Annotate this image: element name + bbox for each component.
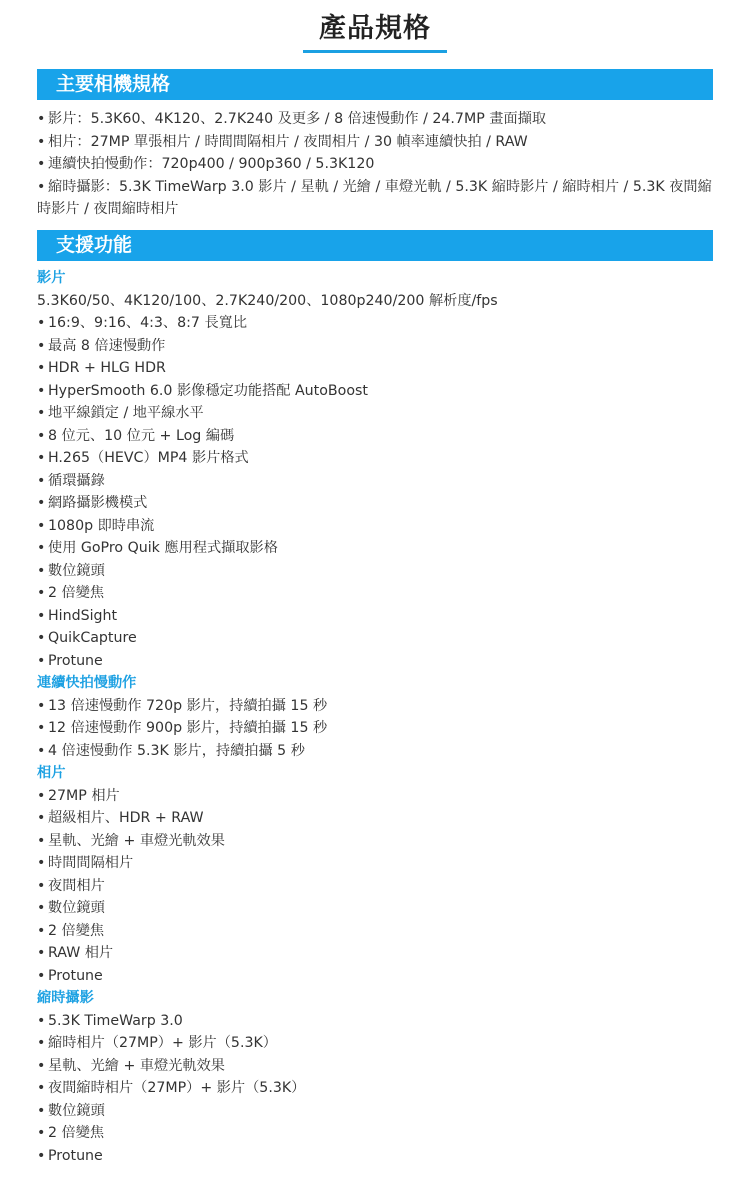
- video-item: • 1080p 即時串流: [37, 515, 715, 538]
- photo-item: • 超級相片、HDR + RAW: [37, 807, 715, 830]
- photo-item: • 2 倍變焦: [37, 920, 715, 943]
- main-spec-item: • 影片：5.3K60、4K120、2.7K240 及更多 / 8 倍速慢動作 / 24.7MP 畫面擷取: [37, 108, 715, 131]
- photo-item: • 27MP 相片: [37, 785, 715, 808]
- photo-item: • 時間間隔相片: [37, 852, 715, 875]
- video-intro: 5.3K60/50、4K120/100、2.7K240/200、1080p240/200 解析度/fps: [37, 292, 498, 309]
- photo-item: • 數位鏡頭: [37, 897, 715, 920]
- photo-item: • 星軌、光繪 + 車燈光軌效果: [37, 830, 715, 853]
- support-heading: 支援功能: [37, 230, 713, 261]
- video-item: • 循環攝錄: [37, 470, 715, 493]
- video-item: • HDR + HLG HDR: [37, 357, 715, 380]
- main-specs-heading: 主要相機規格: [37, 69, 713, 100]
- timelapse-item: • 5.3K TimeWarp 3.0: [37, 1010, 715, 1033]
- video-item: • 數位鏡頭: [37, 560, 715, 583]
- photo-item: • 夜間相片: [37, 875, 715, 898]
- timelapse-item: • 縮時相片（27MP）+ 影片（5.3K）: [37, 1032, 715, 1055]
- video-item: • QuikCapture: [37, 627, 715, 650]
- video-item: • HindSight: [37, 605, 715, 628]
- video-item: • 8 位元、10 位元 + Log 編碼: [37, 425, 715, 448]
- main-specs-list: [37, 108, 715, 221]
- video-item: • H.265（HEVC）MP4 影片格式: [37, 447, 715, 470]
- photo-item: • RAW 相片: [37, 942, 715, 965]
- video-item: • 網路攝影機模式: [37, 492, 715, 515]
- video-item: • 地平線鎖定 / 地平線水平: [37, 402, 715, 425]
- main-spec-item: • 相片：27MP 單張相片 / 時間間隔相片 / 夜間相片 / 30 幀率連續快拍 / RAW: [37, 131, 715, 154]
- video-item: • 2 倍變焦: [37, 582, 715, 605]
- timelapse-item: • 2 倍變焦: [37, 1122, 715, 1145]
- video-item: • 最高 8 倍速慢動作: [37, 335, 715, 358]
- timelapse-item: • 數位鏡頭: [37, 1100, 715, 1123]
- page-title: 產品規格: [303, 8, 447, 53]
- video-item: • HyperSmooth 6.0 影像穩定功能搭配 AutoBoost: [37, 380, 715, 403]
- burst-item: • 4 倍速慢動作 5.3K 影片，持續拍攝 5 秒: [37, 740, 715, 763]
- main-spec-item: • 縮時攝影：5.3K TimeWarp 3.0 影片 / 星軌 / 光繪 / 車燈光軌 / 5.3K 縮時影片 / 縮時相片 / 5.3K 夜間縮時影片 / 夜間縮時相片: [37, 176, 715, 221]
- video-item: • Protune: [37, 650, 715, 673]
- timelapse-item: • Protune: [37, 1145, 715, 1168]
- burst-item: • 12 倍速慢動作 900p 影片，持續拍攝 15 秒: [37, 717, 715, 740]
- video-item: • 16:9、9:16、4:3、8:7 長寬比: [37, 312, 715, 335]
- page-title-wrapper: [0, 8, 750, 53]
- burst-subheading: 連續快拍慢動作: [37, 675, 137, 691]
- timelapse-item: • 星軌、光繪 + 車燈光軌效果: [37, 1055, 715, 1078]
- timelapse-subheading: 縮時攝影: [37, 990, 94, 1006]
- burst-item: • 13 倍速慢動作 720p 影片，持續拍攝 15 秒: [37, 695, 715, 718]
- photo-item: • Protune: [37, 965, 715, 988]
- video-subheading: 影片: [37, 270, 66, 286]
- support-list: [37, 267, 715, 1167]
- timelapse-item: • 夜間縮時相片（27MP）+ 影片（5.3K）: [37, 1077, 715, 1100]
- main-spec-item: • 連續快拍慢動作：720p400 / 900p360 / 5.3K120: [37, 153, 715, 176]
- video-item: • 使用 GoPro Quik 應用程式擷取影格: [37, 537, 715, 560]
- photo-subheading: 相片: [37, 765, 66, 781]
